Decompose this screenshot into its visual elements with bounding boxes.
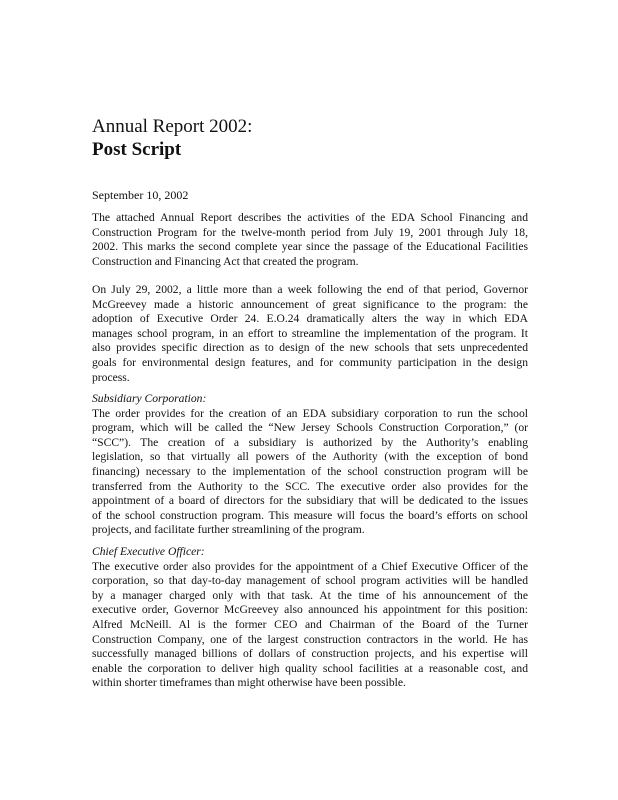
announcement-paragraph [92, 283, 528, 385]
paragraph-line: The executive order also provides for the appointment of a Chief Executive Officer of the [92, 559, 528, 573]
paragraph-line: manages school program, in an effort to streamline the implementation of the program. It [92, 326, 528, 340]
paragraph-line: projects, and facilitate further streamlining of the program. [92, 523, 365, 537]
paragraph-line: appointment of a board of directors for the subsidiary that will be dedicated to the issues [92, 494, 528, 508]
paragraph-line: Alfred McNeill. Al is the former CEO and Chairman of the Board of the Turner [92, 617, 528, 631]
paragraph-line: transferred from the Authority to the SCC. The executive order also provides for the [92, 479, 528, 493]
paragraph-line: within shorter timeframes than might otherwise have been possible. [92, 676, 406, 690]
report-title: Annual Report 2002: [92, 116, 253, 137]
paragraph-line: program, which will be called the “New Jersey Schools Construction Corporation,” (or [92, 421, 528, 435]
paragraph-line: successfully managed billions of dollars of construction projects, and his expertise will [92, 647, 528, 661]
section-heading: Subsidiary Corporation: [92, 392, 207, 405]
paragraph-line: Construction and Financing Act that created the program. [92, 254, 359, 268]
report-subtitle: Post Script [92, 139, 182, 160]
section-heading: Chief Executive Officer: [92, 545, 205, 558]
paragraph-line: financing) necessary to the implementation of the school construction program will be [92, 464, 528, 478]
paragraph-line: by a manager charged only with that task. At the time of his announcement of the [92, 588, 528, 602]
intro-paragraph [92, 211, 528, 269]
paragraph-line: legislation, so that virtually all powers of the Authority (with the exception of bond [92, 450, 528, 464]
paragraph-line: process. [92, 370, 130, 384]
paragraph-line: enable the corporation to deliver high quality school facilities at a reasonable cost, and [92, 661, 528, 675]
paragraph-line: Construction Program for the twelve-month period from July 19, 2001 through July 18, [92, 225, 528, 239]
report-date: September 10, 2002 [92, 188, 189, 202]
paragraph-line: The attached Annual Report describes the activities of the EDA School Financing and [92, 211, 528, 224]
paragraph-line: adoption of Executive Order 24. E.O.24 dramatically alters the way in which EDA [92, 312, 528, 326]
ceo-section [92, 545, 528, 691]
paragraph-line: On July 29, 2002, a little more than a week following the end of that period, Governor [92, 283, 528, 296]
paragraph-line: “SCC”). The creation of a subsidiary is authorized by the Authority’s enabling [92, 435, 528, 449]
paragraph-line: goals for environmental design features, and for community participation in the design [92, 355, 528, 369]
paragraph-line: of the school construction program. This measure will focus the board’s efforts on school [92, 508, 528, 522]
paragraph-line: corporation, so that day-to-day management of school program activities will be handled [92, 574, 528, 588]
paragraph-line: The order provides for the creation of an EDA subsidiary corporation to run the school [92, 406, 528, 420]
paragraph-line: McGreevey made a historic announcement of great significance to the program: the [92, 297, 528, 311]
paragraph-line: 2002. This marks the second complete year since the passage of the Educational Facilities [92, 240, 528, 254]
paragraph-line: also provides specific direction as to design of the new schools that sets unprecedented [92, 341, 528, 355]
paragraph-line: Construction Company, one of the largest construction contractors in the world. He has [92, 632, 528, 646]
subsidiary-section [92, 392, 528, 538]
paragraph-line: executive order, Governor McGreevey also announced his appointment for this position: [92, 603, 528, 617]
